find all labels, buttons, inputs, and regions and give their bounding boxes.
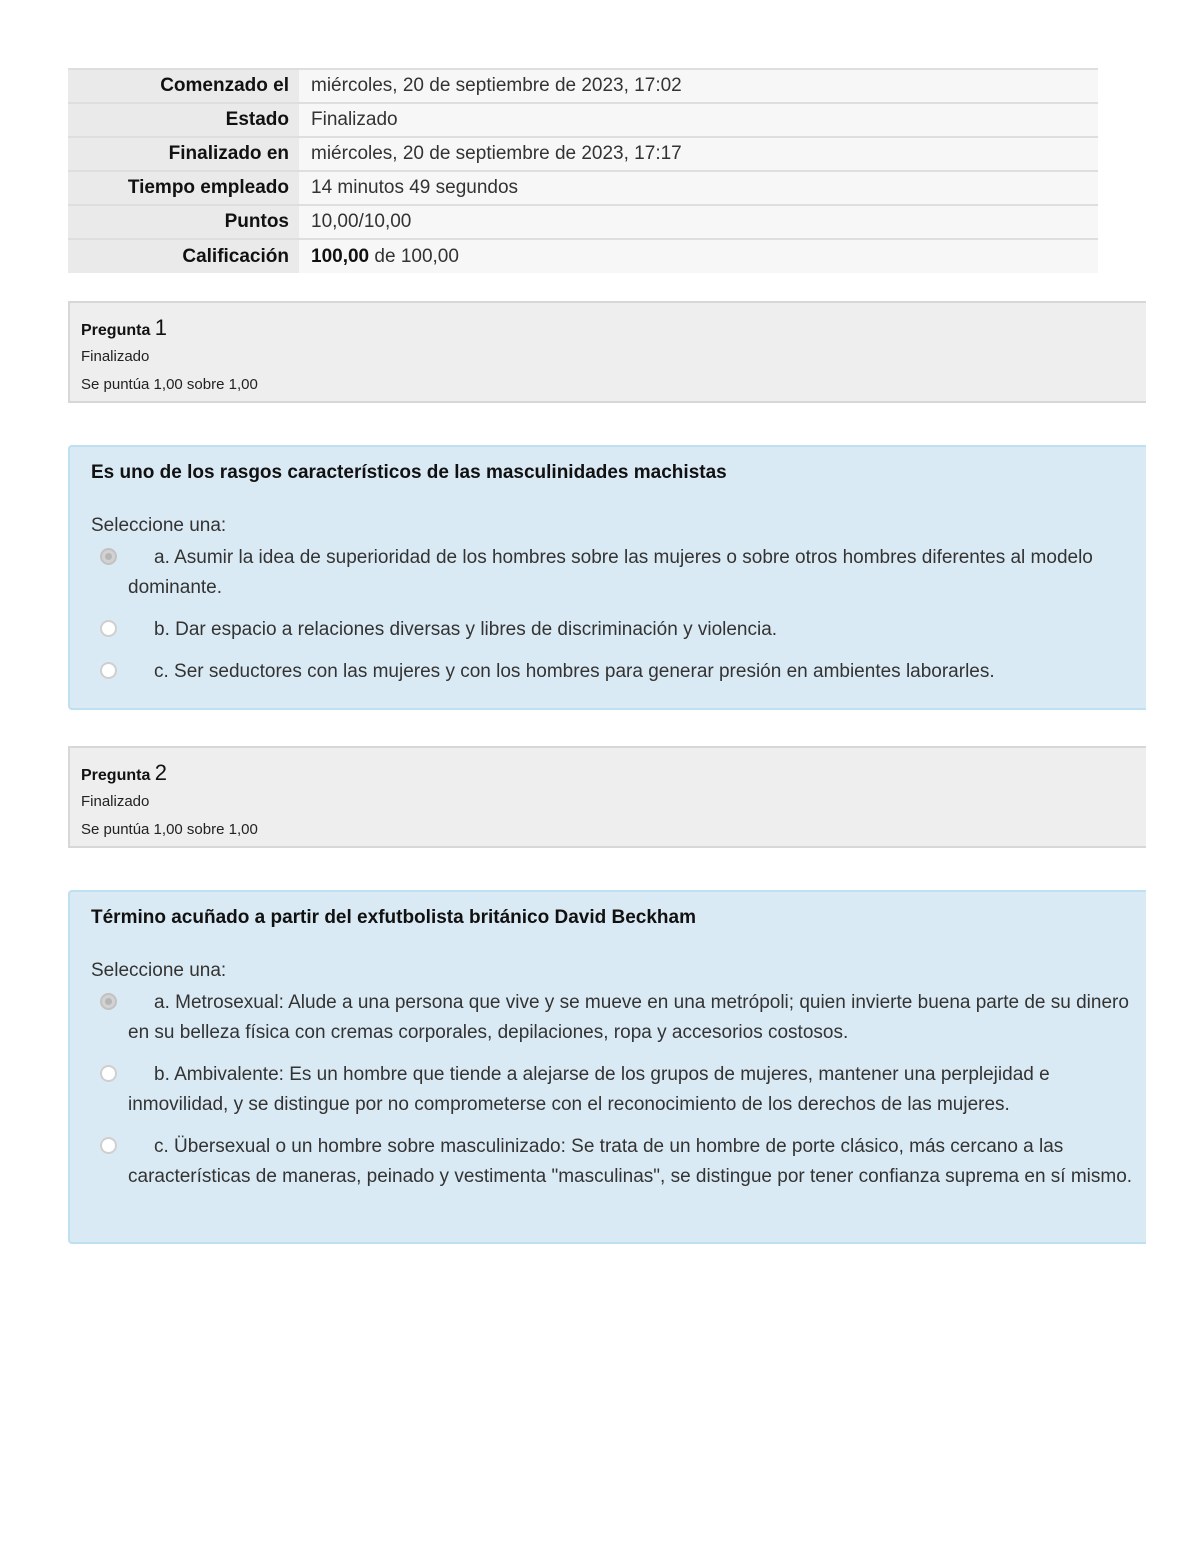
question-content-1 [68, 445, 1146, 710]
summary-value: miércoles, 20 de septiembre de 2023, 17:17 [299, 137, 1098, 171]
question-info-1 [68, 301, 1146, 403]
question-number-value: 2 [154, 760, 168, 785]
question-label: Pregunta [81, 322, 151, 339]
summary-value: miércoles, 20 de septiembre de 2023, 17:02 [299, 69, 1098, 103]
question-label: Pregunta [81, 767, 151, 784]
radio-icon[interactable] [100, 662, 117, 679]
question-content-2 [68, 890, 1146, 1244]
summary-row-grade [68, 239, 1098, 273]
answer-option-c[interactable] [91, 657, 1146, 687]
question-text: Es uno de los rasgos característicos de las masculinidades machistas [91, 462, 727, 483]
summary-value [299, 239, 1098, 273]
option-label: c. Ser seductores con las mujeres y con los hombres para generar presión en ambientes laborarles. [154, 661, 995, 682]
question-state: Finalizado [81, 348, 150, 365]
answer-option-a[interactable] [91, 988, 1146, 1048]
question-number-value: 1 [154, 315, 168, 340]
option-label: b. Dar espacio a relaciones diversas y libres de discriminación y violencia. [154, 619, 778, 640]
summary-row-finished [68, 137, 1098, 171]
answer-option-b[interactable] [91, 615, 1146, 645]
option-label: a. Asumir la idea de superioridad de los hombres sobre las mujeres o sobre otros hombres diferentes al modelo dominante. [128, 547, 1093, 598]
summary-label: Tiempo empleado [68, 171, 299, 205]
answer-option-c[interactable] [91, 1132, 1146, 1192]
option-label: a. Metrosexual: Alude a una persona que vive y se mueve en una metrópoli; quien invierte buena parte de su dinero en su belleza física con cremas corporales, depilaciones, ropa y accesorios costosos. [128, 992, 1129, 1043]
summary-label: Finalizado en [68, 137, 299, 171]
radio-selected-icon[interactable] [100, 993, 117, 1010]
summary-label: Puntos [68, 205, 299, 239]
question-grade: Se puntúa 1,00 sobre 1,00 [81, 821, 258, 838]
question-number [81, 758, 1146, 788]
grade-out-of: de 100,00 [374, 245, 459, 267]
summary-row-started [68, 69, 1098, 103]
answer-option-b[interactable] [91, 1060, 1146, 1120]
summary-row-time-taken [68, 171, 1098, 205]
summary-label: Estado [68, 103, 299, 137]
summary-row-state [68, 103, 1098, 137]
grade-score: 100,00 [311, 245, 370, 267]
question-text: Término acuñado a partir del exfutbolista británico David Beckham [91, 907, 696, 928]
answer-prompt: Seleccione una: [91, 515, 227, 536]
summary-value: Finalizado [299, 103, 1098, 137]
answer-options [91, 543, 1146, 687]
radio-icon[interactable] [100, 1065, 117, 1082]
question-number [81, 313, 1146, 343]
question-state: Finalizado [81, 793, 150, 810]
summary-label: Comenzado el [68, 69, 299, 103]
summary-value: 10,00/10,00 [299, 205, 1098, 239]
attempt-summary-table [68, 68, 1098, 273]
question-grade: Se puntúa 1,00 sobre 1,00 [81, 376, 258, 393]
radio-icon[interactable] [100, 620, 117, 637]
radio-selected-icon[interactable] [100, 548, 117, 565]
radio-icon[interactable] [100, 1137, 117, 1154]
summary-label: Calificación [68, 239, 299, 273]
answer-prompt: Seleccione una: [91, 960, 227, 981]
summary-value: 14 minutos 49 segundos [299, 171, 1098, 205]
question-info-2 [68, 746, 1146, 848]
answer-option-a[interactable] [91, 543, 1146, 603]
option-label: b. Ambivalente: Es un hombre que tiende a alejarse de los grupos de mujeres, mantener una perplejidad e inmovilidad, y se distingue por no comprometerse con el reconocimiento de los derechos de las mujeres. [128, 1064, 1050, 1115]
answer-options [91, 988, 1146, 1192]
summary-row-points [68, 205, 1098, 239]
option-label: c. Übersexual o un hombre sobre masculinizado: Se trata de un hombre de porte clásico, más cercano a las características de maneras, peinado y vestimenta "masculinas", se distingue por tener confianza suprema en sí mismo. [128, 1136, 1133, 1187]
